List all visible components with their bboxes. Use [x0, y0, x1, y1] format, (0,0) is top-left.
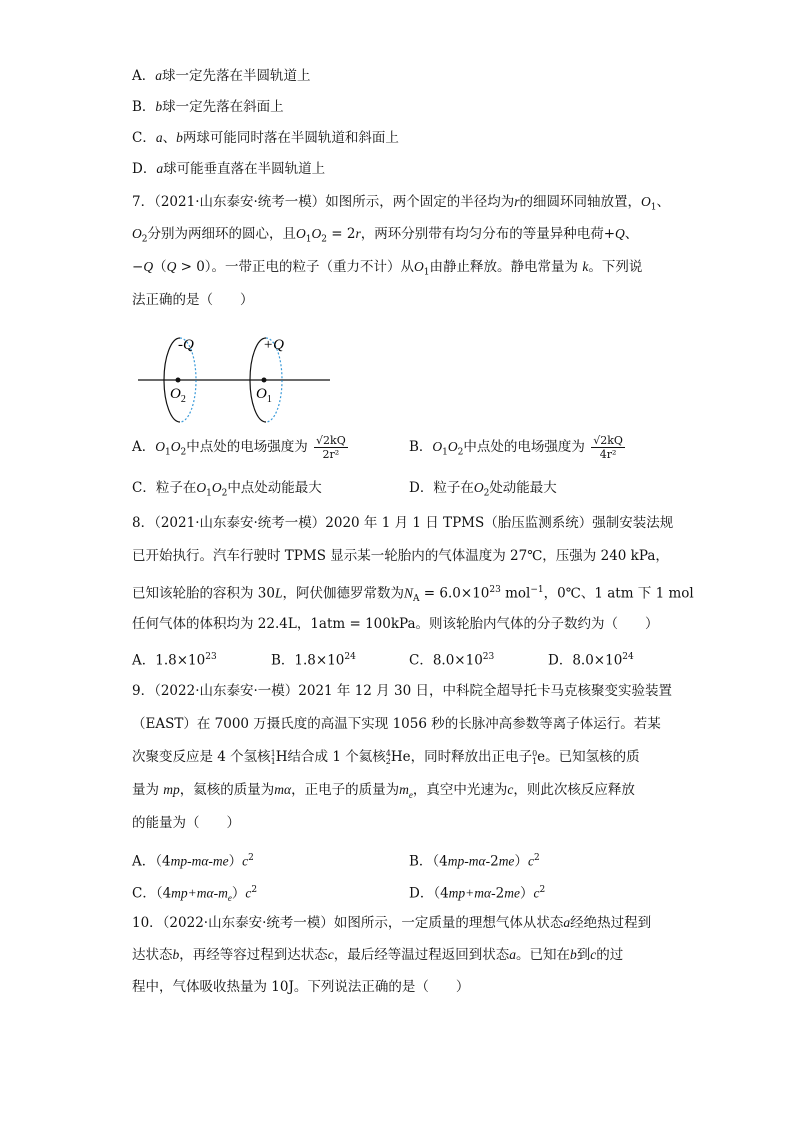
q8-option-b: B．$1.8\times 10^{24}$ — [271, 652, 356, 669]
q7-option-d: D．粒子在$O_2$处动能最大 — [409, 480, 557, 499]
q10-stem-line1: 10．（2022·山东泰安·统考一模）如图所示，一定质量的理想气体从状态a经绝热过程到 — [132, 915, 652, 931]
q8-option-d: D．$8.0\times 10^{24}$ — [548, 652, 634, 669]
q9-stem-line2: （EAST）在 7000 万摄氏度的高温下实现 1056 秒的长脉冲高参数等离子体运行。若某 — [132, 716, 661, 732]
q7-option-c: C．粒子在$O_1O_2$中点处动能最大 — [132, 480, 322, 499]
q7-option-a: A．$O_1O_2$中点处的电场强度为 $\frac{√2kQ}{\text{2r²}}$ — [132, 434, 346, 461]
label-o2: $O_2$ — [170, 386, 186, 405]
q10-stem-line2: 达状态b，再经等容过程到达状态c，最后经等温过程返回到状态a。已知在b到c的过 — [132, 947, 624, 963]
q6-option-c: C．a、b两球可能同时落在半圆轨道和斜面上 — [132, 130, 399, 146]
q9-option-a: A．$(4mp-m\alpha-me)c^2$ — [132, 853, 254, 870]
ring-left-front — [164, 338, 180, 422]
q6-option-b: B．b球一定先落在斜面上 — [132, 99, 284, 115]
q10-stem-line3: 程中，气体吸收热量为 10J。下列说法正确的是（ ） — [132, 979, 470, 995]
q9-stem-line1: 9．（2022·山东泰安·一模）2021 年 12 月 30 日，中科院全超导托卡马克核聚变实验装置 — [132, 683, 672, 699]
label-o1: $O_1$ — [256, 386, 272, 405]
q7-stem-line3: −Q（Q > 0）。一带正电的粒子（重力不计）从$O_1$由静止释放。静电常量为 k。下列说 — [132, 259, 643, 278]
q8-stem-line4: 任何气体的体积均为 22.4L，1atm = 100kPa。则该轮胎内气体的分子数约为（ ） — [132, 616, 659, 632]
center-o2-dot — [176, 378, 181, 383]
q9-option-d: D．$(4mp+m\alpha-2me)c^2$ — [409, 885, 546, 902]
label-pos-q: +Q — [263, 337, 284, 353]
q7-stem-line4: 法正确的是（ ） — [132, 292, 254, 308]
q8-option-a: A．$1.8\times 10^{23}$ — [132, 652, 217, 669]
center-o1-dot — [262, 378, 267, 383]
q9-stem-line3: 次聚变反应是 4 个氢核1 1H结合成 1 个氦核4 2He，同时释放出正电子0 1e。已知氢核的质 — [132, 748, 640, 766]
q7-stem-line1: 7．（2021·山东泰安·统考一模）如图所示，两个固定的半径均为r的细圆环同轴放置，$O_1$、 — [132, 194, 671, 213]
q8-option-c: C．$8.0\times 10^{23}$ — [409, 652, 495, 669]
q9-option-b: B．$(4mp-m\alpha-2me)c^2$ — [409, 853, 540, 870]
ring-right-front — [250, 338, 266, 422]
ring-left-back — [180, 338, 196, 422]
label-neg-q: -Q — [178, 337, 194, 353]
q6-option-d: D．a球可能垂直落在半圆轨道上 — [132, 161, 326, 177]
q9-stem-line4: 量为 mp，氦核的质量为mα，正电子的质量为$m_e$，真空中光速为c，则此次核反应释放 — [132, 782, 635, 800]
q6-option-a: A．a球一定先落在半圆轨道上 — [132, 68, 311, 84]
q7-stem-line2: $O_2$分别为两细环的圆心，且$O_1O_2 = 2r$，两环分别带有均匀分布的等量异种电荷+Q、 — [132, 226, 639, 245]
q9-stem-line5: 的能量为（ ） — [132, 815, 240, 831]
q9-option-c: C．$(4mp+m\alpha-m_e)c^2$ — [132, 885, 258, 904]
q8-stem-line3: 已知该轮胎的容积为 30L，阿伏伽德罗常数为$N_A = 6.0\times 10^{23}$ mol$^{-1}$，0℃、1 atm 下 1 mol — [132, 585, 694, 605]
q8-stem-line1: 8．（2021·山东泰安·统考一模）2020 年 1 月 1 日 TPMS（胎压监测系统）强制安装法规 — [132, 515, 674, 531]
ring-right-back — [266, 338, 282, 422]
q7-option-b: B．$O_1O_2$中点处的电场强度为 $\frac{√2kQ}{\text{4r²}}$ — [409, 434, 623, 461]
q8-stem-line2: 已开始执行。汽车行驶时 TPMS 显示某一轮胎内的气体温度为 27℃，压强为 240 kPa， — [132, 548, 669, 564]
